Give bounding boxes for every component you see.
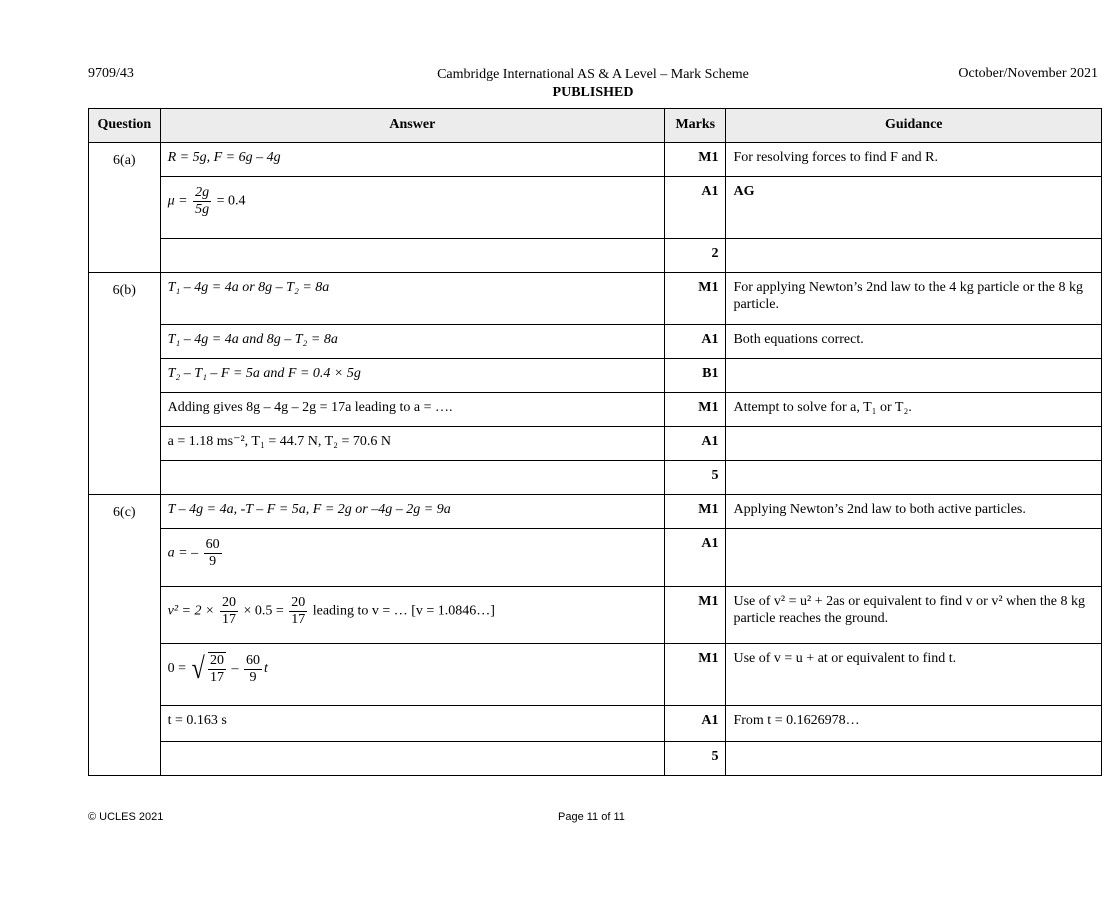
fraction-numerator: 20 — [291, 595, 306, 610]
guidance-cell — [726, 427, 1102, 461]
fraction-numerator: 60 — [246, 652, 260, 668]
mark-cell: M1 — [665, 393, 726, 427]
radical-sign: √ — [191, 652, 205, 685]
answer-cell — [160, 325, 664, 359]
answer-cell — [160, 461, 664, 495]
question-number: 6(c) — [89, 495, 161, 776]
fraction-denominator: 17 — [210, 670, 224, 685]
answer-cell — [160, 427, 664, 461]
column-header-question: Question — [89, 109, 161, 143]
total-mark-cell: 2 — [665, 239, 726, 273]
table-row — [89, 325, 1102, 359]
table-row — [89, 644, 1102, 706]
mark-cell: A1 — [665, 706, 726, 742]
guidance-cell: For applying Newton’s 2nd law to the 4 kg particle or the 8 kg particle. — [726, 273, 1102, 325]
answer-cell — [160, 587, 664, 644]
fraction — [244, 653, 262, 686]
exam-session-date: October/November 2021 — [958, 66, 1098, 81]
table-row — [89, 706, 1102, 742]
guidance-cell — [726, 359, 1102, 393]
column-header-guidance: Guidance — [726, 109, 1102, 143]
answer-text: Adding gives 8g – 4g – 2g = 17a leading to a = …. — [167, 400, 453, 415]
answer-lhs: v² = 2 × — [167, 603, 215, 619]
table-row — [89, 393, 1102, 427]
answer-cell — [160, 273, 664, 325]
square-root — [190, 652, 228, 686]
fraction-numerator: 20 — [210, 653, 224, 668]
answer-mid: × 0.5 = — [243, 603, 284, 619]
guidance-cell: Use of v² = u² + 2as or equivalent to find v or v² when the 8 kg particle reaches the ground. — [726, 587, 1102, 644]
radicand-fraction — [208, 652, 226, 686]
mark-cell: M1 — [665, 644, 726, 706]
guidance-cell: Use of v = u + at or equivalent to find t. — [726, 644, 1102, 706]
fraction-numerator: 60 — [205, 537, 220, 552]
answer-lhs: μ = — [167, 193, 188, 209]
mark-cell: M1 — [665, 587, 726, 644]
guidance-cell: Attempt to solve for a, T₁ or T₂. — [726, 393, 1102, 427]
answer-cell — [160, 177, 664, 239]
guidance-cell — [726, 742, 1102, 776]
document-code: 9709/43 — [88, 66, 134, 81]
variable-t: t — [264, 661, 268, 677]
answer-cell — [160, 529, 664, 587]
table-row — [89, 239, 1102, 273]
question-number: 6(b) — [89, 273, 161, 495]
mark-cell: M1 — [665, 143, 726, 177]
column-header-answer: Answer — [160, 109, 664, 143]
guidance-cell: For resolving forces to find F and R. — [726, 143, 1102, 177]
mark-cell: M1 — [665, 273, 726, 325]
answer-lhs: a = – — [167, 545, 199, 561]
table-header-row — [89, 109, 1102, 143]
answer-cell — [160, 239, 664, 273]
mark-scheme-title: Cambridge International AS & A Level – Mark Scheme — [437, 67, 749, 82]
page-number: Page 11 of 11 — [558, 811, 625, 823]
mark-cell: A1 — [665, 325, 726, 359]
answer-cell — [160, 143, 664, 177]
fraction — [204, 537, 222, 570]
published-label: PUBLISHED — [552, 85, 634, 100]
fraction-numerator: 20 — [221, 595, 236, 610]
table-row — [89, 359, 1102, 393]
table-row — [89, 273, 1102, 325]
answer-text: R = 5g, F = 6g – 4g — [167, 150, 281, 165]
answer-cell — [160, 359, 664, 393]
fraction-numerator: 2g — [195, 185, 210, 200]
mark-cell: M1 — [665, 495, 726, 529]
fraction-denominator: 17 — [221, 612, 236, 627]
total-mark-cell: 5 — [665, 742, 726, 776]
copyright-notice: © UCLES 2021 — [88, 811, 164, 823]
fraction-denominator: 17 — [291, 612, 306, 627]
guidance-cell — [726, 461, 1102, 495]
fraction-denominator: 9 — [209, 554, 217, 569]
mark-cell: B1 — [665, 359, 726, 393]
answer-text: t = 0.163 s — [167, 713, 227, 728]
mark-scheme-table — [88, 108, 1102, 776]
answer-rhs: = 0.4 — [216, 193, 246, 209]
answer-lhs: 0 = — [167, 661, 187, 677]
answer-cell — [160, 393, 664, 427]
guidance-cell: AG — [726, 177, 1102, 239]
table-row — [89, 177, 1102, 239]
answer-cell — [160, 644, 664, 706]
fraction-denominator: 5g — [195, 202, 210, 217]
table-row — [89, 587, 1102, 644]
table-row — [89, 143, 1102, 177]
answer-cell — [160, 742, 664, 776]
guidance-cell: Applying Newton’s 2nd law to both active particles. — [726, 495, 1102, 529]
column-header-marks: Marks — [665, 109, 726, 143]
fraction — [193, 185, 211, 218]
table-row — [89, 529, 1102, 587]
guidance-cell: Both equations correct. — [726, 325, 1102, 359]
guidance-cell — [726, 239, 1102, 273]
answer-rhs: leading to v = … [v = 1.0846…] — [312, 603, 495, 619]
answer-text: a = 1.18 ms⁻², T₁ = 44.7 N, T₂ = 70.6 N — [167, 434, 392, 449]
mark-cell: A1 — [665, 177, 726, 239]
answer-text: T₂ – T₁ – F = 5a and F = 0.4 × 5g — [167, 366, 361, 381]
table-row — [89, 427, 1102, 461]
minus-sign: – — [231, 661, 239, 677]
mark-cell: A1 — [665, 427, 726, 461]
table-row — [89, 742, 1102, 776]
fraction — [220, 595, 238, 628]
question-number: 6(a) — [89, 143, 161, 273]
fraction — [289, 595, 307, 628]
table-row — [89, 495, 1102, 529]
fraction-denominator: 9 — [249, 669, 257, 685]
answer-cell — [160, 706, 664, 742]
answer-text: T – 4g = 4a, -T – F = 5a, F = 2g or –4g – 2g = 9a — [167, 502, 451, 517]
total-mark-cell: 5 — [665, 461, 726, 495]
guidance-cell — [726, 529, 1102, 587]
guidance-cell: From t = 0.1626978… — [726, 706, 1102, 742]
answer-text: T₁ – 4g = 4a or 8g – T₂ = 8a — [167, 280, 330, 295]
answer-text: T₁ – 4g = 4a and 8g – T₂ = 8a — [167, 332, 338, 347]
mark-cell: A1 — [665, 529, 726, 587]
document-title — [0, 66, 1115, 102]
answer-cell — [160, 495, 664, 529]
table-row — [89, 461, 1102, 495]
